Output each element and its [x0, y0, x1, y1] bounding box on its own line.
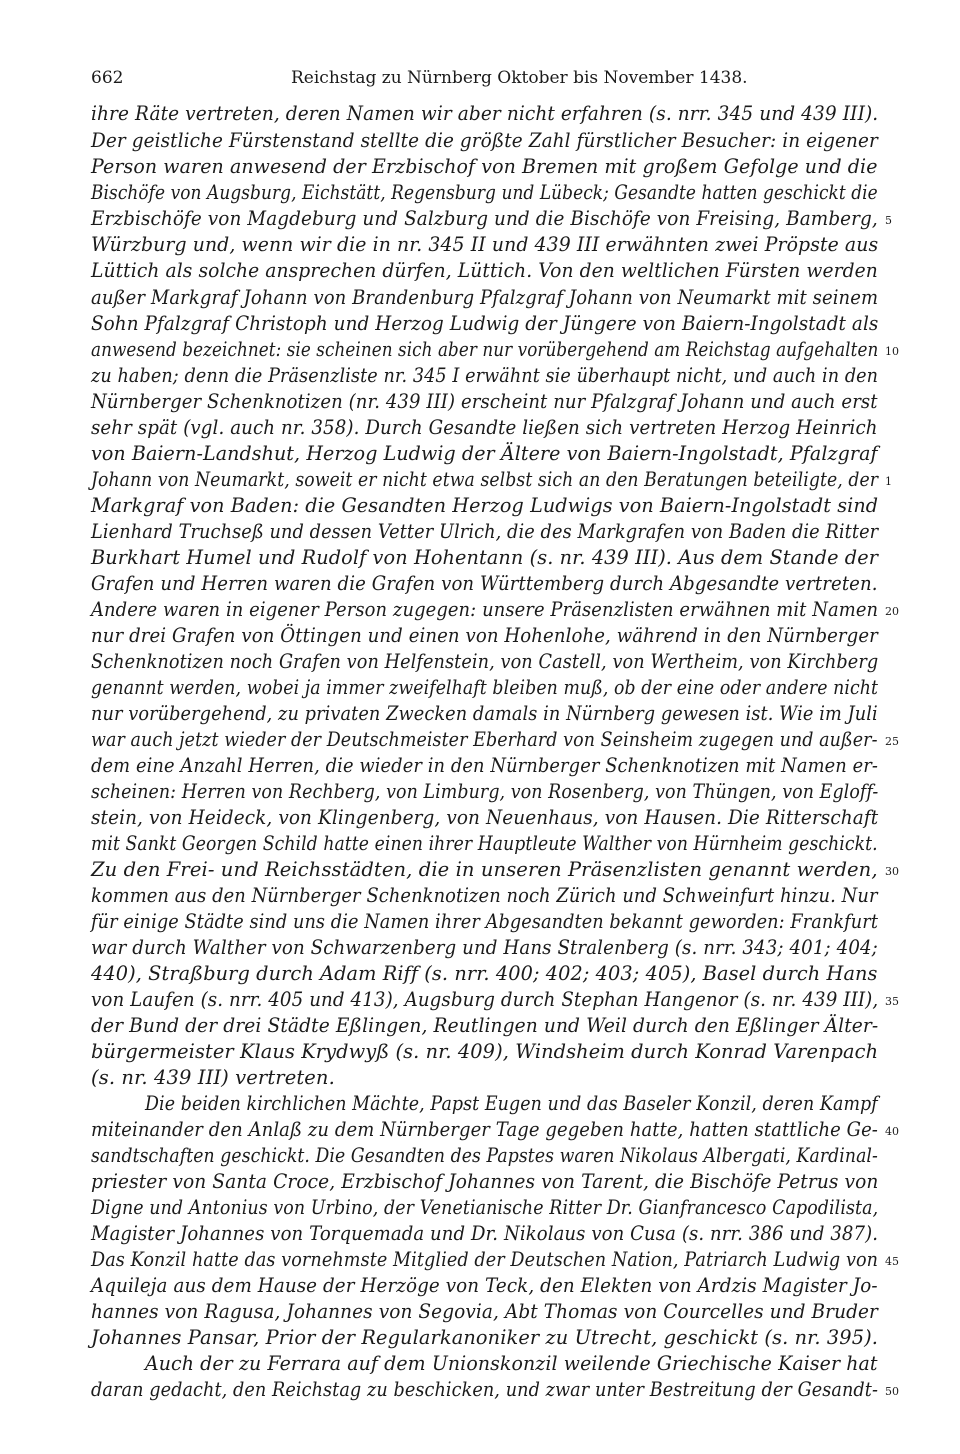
line-number: 30	[885, 865, 899, 878]
line-number: 35	[885, 995, 899, 1008]
text-line: dem eine Anzahl Herren, die wieder in den Nürnberger Schenknotizen mit Namen er-	[91, 754, 879, 777]
text-line: Johannes Pansar, Prior der Regularkanoniker zu Utrecht, geschickt (s. nr. 395).	[91, 1326, 879, 1349]
text-line: Die beiden kirchlichen Mächte, Papst Eugen und das Baseler Konzil, deren Kampf	[145, 1092, 878, 1115]
text-line: Johann von Neumarkt, soweit er nicht etwa selbst sich an den Beratungen beteiligte, der	[91, 468, 879, 491]
text-line: ihre Räte vertreten, deren Namen wir aber nicht erfahren (s. nrr. 345 und 439 III).	[91, 102, 879, 125]
text-line: war durch Walther von Schwarzenberg und Hans Stralenberg (s. nrr. 343; 401; 404;	[91, 936, 878, 959]
text-line: Andere waren in eigener Person zugegen: unsere Präsenzlisten erwähnen mit Namen	[91, 598, 879, 621]
text-line: miteinander den Anlaß zu dem Nürnberger Tage gegeben hatte, hatten stattliche Ge-	[91, 1118, 878, 1141]
text-line: Schenknotizen noch Grafen von Helfenstein, von Castell, von Wertheim, von Kirchberg	[91, 650, 879, 673]
text-line: (s. nr. 439 III) vertreten.	[91, 1066, 335, 1089]
text-line: Sohn Pfalzgraf Christoph und Herzog Ludwig der Jüngere von Baiern-Ingolstadt als	[91, 312, 879, 335]
text-line: Magister Johannes von Torquemada und Dr. Nikolaus von Cusa (s. nrr. 386 und 387).	[91, 1222, 879, 1245]
text-line: kommen aus den Nürnberger Schenknotizen noch Zürich und Schweinfurt hinzu. Nur	[91, 884, 878, 907]
text-line: Digne und Antonius von Urbino, der Venetianische Ritter Dr. Gianfrancesco Capodilista,	[91, 1196, 879, 1219]
page-number: 662	[91, 68, 124, 88]
text-line: für einige Städte sind uns die Namen ihrer Abgesandten bekannt geworden: Frankfurt	[91, 910, 879, 933]
text-line: war auch jetzt wieder der Deutschmeister Eberhard von Seinsheim zugegen und außer-	[91, 728, 878, 751]
text-line: Aquileja aus dem Hause der Herzöge von Teck, den Elekten von Ardzis Magister Jo-	[91, 1274, 878, 1297]
text-line: bürgermeister Klaus Krydwyß (s. nr. 409), Windsheim durch Konrad Varenpach	[91, 1040, 879, 1063]
text-line: Burkhart Humel und Rudolf von Hohentann (s. nr. 439 III). Aus dem Stande der	[91, 546, 879, 569]
text-line: priester von Santa Croce, Erzbischof Johannes von Tarent, die Bischöfe Petrus von	[91, 1170, 879, 1193]
text-line: 440), Straßburg durch Adam Riff (s. nrr. 400; 402; 403; 405), Basel durch Hans	[91, 962, 878, 985]
line-number: 10	[885, 345, 899, 358]
text-line: genannt werden, wobei ja immer zweifelhaft bleiben muß, ob der eine oder andere nicht	[91, 676, 879, 699]
text-line: Bischöfe von Augsburg, Eichstätt, Regensburg und Lübeck; Gesandte hatten geschickt die	[91, 181, 878, 204]
text-line: Nürnberger Schenknotizen (nr. 439 III) erscheint nur Pfalzgraf Johann und auch erst	[91, 390, 878, 413]
text-line: sandtschaften geschickt. Die Gesandten des Papstes waren Nikolaus Albergati, Kardinal-	[91, 1144, 878, 1167]
text-line: daran gedacht, den Reichstag zu beschicken, und zwar unter Bestreitung der Gesandt-	[91, 1378, 879, 1401]
text-line: Lüttich als solche ansprechen dürfen, Lüttich. Von den weltlichen Fürsten werden	[91, 259, 878, 282]
text-line: stein, von Heideck, von Klingenberg, von Neuenhaus, von Hausen. Die Ritterschaft	[91, 806, 879, 829]
text-line: mit Sankt Georgen Schild hatte einen ihrer Hauptleute Walther von Hürnheim geschickt.	[91, 832, 878, 855]
text-line: Der geistliche Fürstenstand stellte die größte Zahl fürstlicher Besucher: in eigener	[91, 129, 878, 152]
text-line: Würzburg und, wenn wir die in nr. 345 II und 439 III erwähnten zwei Pröpste aus	[91, 233, 879, 256]
text-line: nur vorübergehend, zu privaten Zwecken damals in Nürnberg gewesen ist. Wie im Juli	[91, 702, 878, 725]
text-line: außer Markgraf Johann von Brandenburg Pfalzgraf Johann von Neumarkt mit seinem	[91, 286, 879, 309]
text-line: nur drei Grafen von Öttingen und einen von Hohenlohe, während in den Nürnberger	[91, 624, 878, 647]
text-line: von Laufen (s. nrr. 405 und 413), Augsburg durch Stephan Hangenor (s. nr. 439 III),	[91, 988, 879, 1011]
text-line: hannes von Ragusa, Johannes von Segovia, Abt Thomas von Courcelles und Bruder	[91, 1300, 878, 1323]
text-line: der Bund der drei Städte Eßlingen, Reutlingen und Weil durch den Eßlinger Älter-	[91, 1014, 879, 1037]
text-line: anwesend bezeichnet: sie scheinen sich aber nur vorübergehend am Reichstag aufgehalten	[91, 338, 879, 361]
page-header	[91, 64, 891, 94]
text-line: Auch der zu Ferrara auf dem Unionskonzil weilende Griechische Kaiser hat	[145, 1352, 878, 1375]
text-line: Grafen und Herren waren die Grafen von Württemberg durch Abgesandte vertreten.	[91, 572, 878, 595]
text-line: Zu den Frei- und Reichsstädten, die in unseren Präsenzlisten genannt werden,	[91, 858, 878, 881]
text-line: sehr spät (vgl. auch nr. 358). Durch Gesandte ließen sich vertreten Herzog Heinrich	[91, 416, 878, 439]
line-number: 50	[885, 1385, 899, 1398]
line-number: 45	[885, 1255, 899, 1268]
line-number: 40	[885, 1125, 899, 1138]
text-line: Das Konzil hatte das vornehmste Mitglied der Deutschen Nation, Patriarch Ludwig von	[91, 1248, 879, 1271]
text-line: von Baiern-Landshut, Herzog Ludwig der Ältere von Baiern-Ingolstadt, Pfalzgraf	[91, 442, 878, 465]
text-line: Markgraf von Baden: die Gesandten Herzog Ludwigs von Baiern-Ingolstadt sind	[91, 494, 879, 517]
text-line: Person waren anwesend der Erzbischof von Bremen mit großem Gefolge und die	[91, 155, 878, 178]
line-number: 1	[885, 475, 892, 488]
line-number: 25	[885, 735, 899, 748]
running-title: Reichstag zu Nürnberg Oktober bis November 1438.	[291, 68, 748, 88]
line-number: 5	[885, 214, 892, 227]
text-line: Lienhard Truchseß und dessen Vetter Ulrich, die des Markgrafen von Baden die Ritter	[91, 520, 879, 543]
line-number: 20	[885, 605, 899, 618]
text-line: zu haben; denn die Präsenzliste nr. 345 I erwähnt sie überhaupt nicht, und auch in den	[91, 364, 879, 387]
text-line: Erzbischöfe von Magdeburg und Salzburg und die Bischöfe von Freising, Bamberg,	[91, 207, 878, 230]
text-line: scheinen: Herren von Rechberg, von Limburg, von Rosenberg, von Thüngen, von Egloff-	[91, 780, 879, 803]
